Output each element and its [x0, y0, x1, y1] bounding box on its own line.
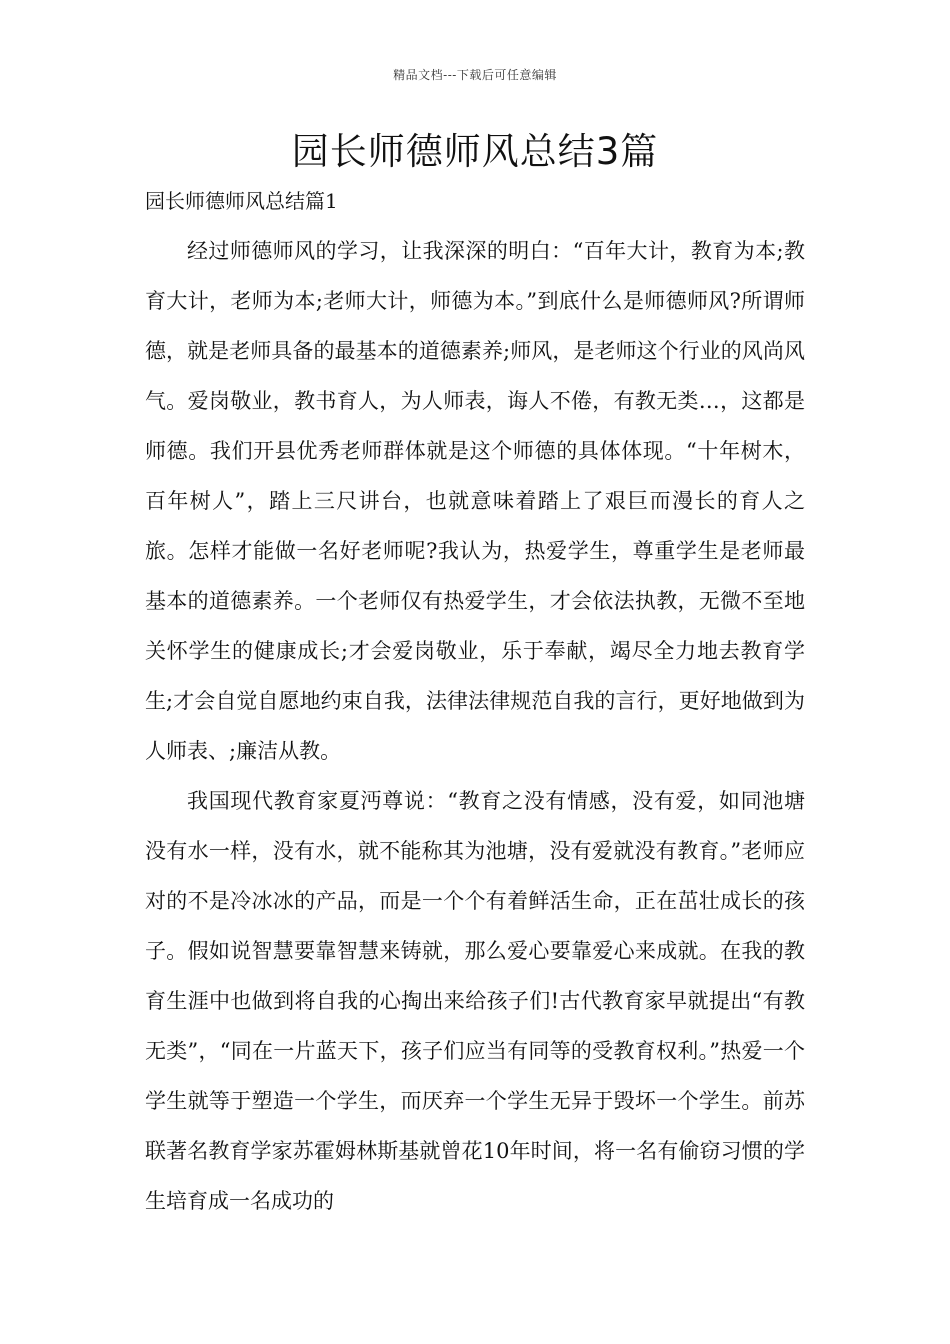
document-title: 园长师德师风总结3篇 — [291, 130, 659, 173]
paragraph-2: 我国现代教育家夏沔尊说：“教育之没有情感，没有爱，如同池塘没有水一样，没有水，就不能称其为池塘，没有爱就没有教育。”老师应对的不是冷冰冰的产品，而是一个个有着鲜活生命，正在茁壮成长的孩子。假如说智慧要靠智慧来铸就，那么爱心要靠爱心来成就。在我的教育生涯中也做到将自我的心掏出来给孩子们!古代教育家早就提出“有教无类”，“同在一片蓝天下，孩子们应当有同等的受教育权利。”热爱一个学生就等于塑造一个学生，而厌弃一个学生无异于毁坏一个学生。前苏联著名教育学家苏霍姆林斯基就曾花10年时间，将一名有偷窃习惯的学生培育成一名成功的 — [145, 789, 805, 1213]
section-heading: 园长师德师风总结篇1 — [145, 189, 338, 213]
paragraph-1: 经过师德师风的学习，让我深深的明白：“百年大计，教育为本;教育大计，老师为本;老师大计，师德为本。”到底什么是师德师风?所谓师德，就是老师具备的最基本的道德素养;师风，是老师这个行业的风尚风气。爱岗敬业，教书育人，为人师表，诲人不倦，有教无类…，这都是师德。我们开县优秀老师群体就是这个师德的具体体现。“十年树木，百年树人”，踏上三尺讲台，也就意味着踏上了艰巨而漫长的育人之旅。怎样才能做一名好老师呢?我认为，热爱学生，尊重学生是老师最基本的道德素养。一个老师仅有热爱学生，才会依法执教，无微不至地关怀学生的健康成长;才会爱岗敬业，乐于奉献，竭尽全力地去教育学生;才会自觉自愿地约束自我，法律法律规范自我的言行，更好地做到为人师表、;廉洁从教。 — [145, 239, 805, 763]
document-body — [145, 226, 805, 1226]
header-note: 精品文档---下载后可任意编辑 — [393, 68, 557, 82]
